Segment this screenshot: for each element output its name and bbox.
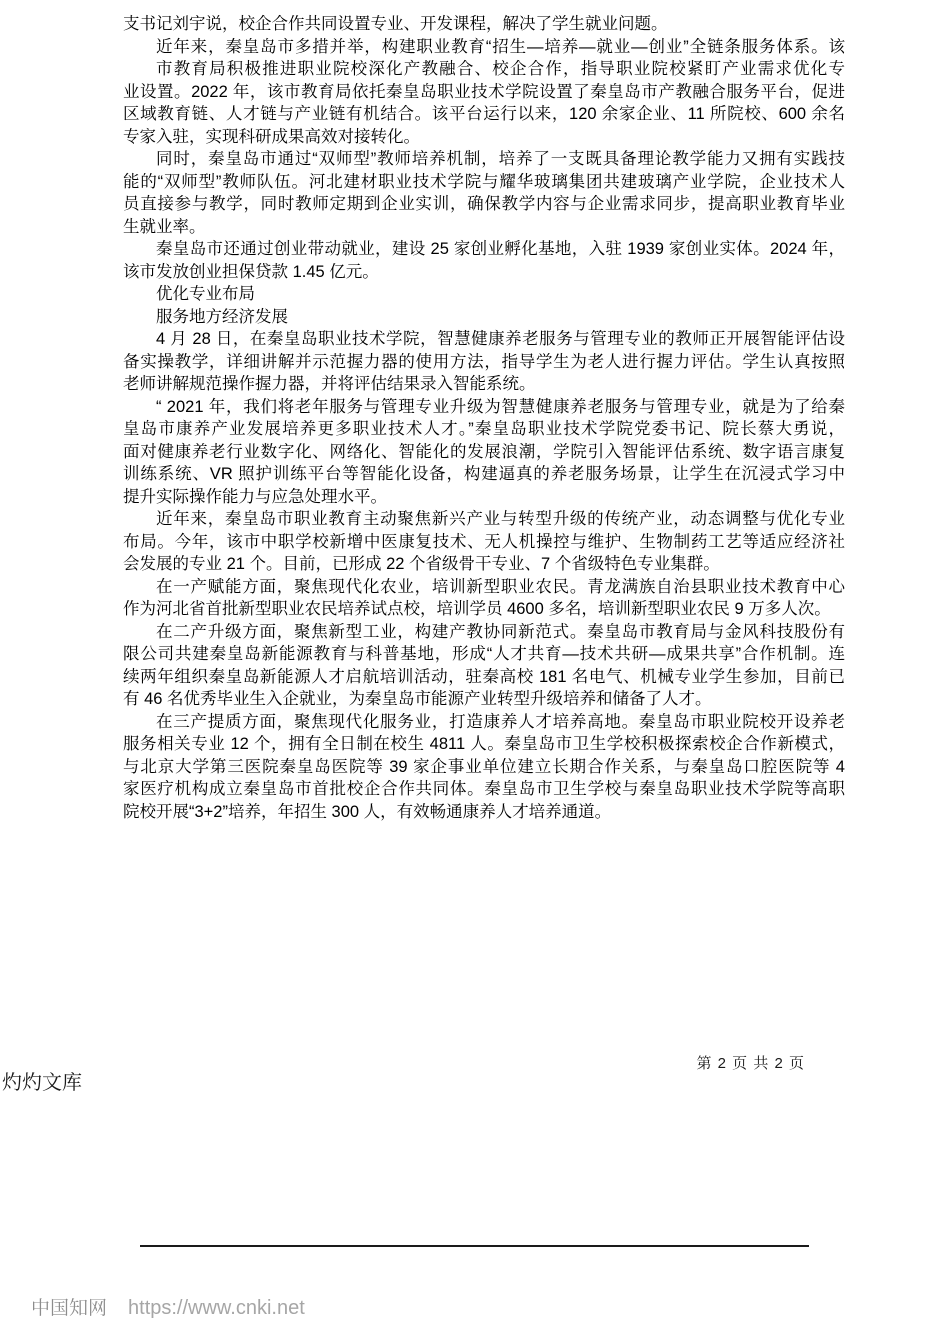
text-line: 近年来，秦皇岛市职业教育主动聚焦新兴产业与转型升级的传统产业，动态调整与优化专业 <box>156 510 845 528</box>
text-line: 备实操教学，详细讲解并示范握力器的使用方法，指导学生为老人进行握力评估。学生认真按照 <box>123 352 845 371</box>
text-line: 续两年组织秦皇岛新能源人才启航培训活动，驻秦高校 181 名电气、机械专业学生参加，目前已 <box>123 667 845 686</box>
text-line: 区域教育链、人才链与产业链有机结合。该平台运行以来，120 余家企业、11 所院校、600 余名 <box>123 105 845 123</box>
text-line: 近年来，秦皇岛市多措并举，构建职业教育“招生—培养—就业—创业”全链条服务体系。该 <box>156 37 845 56</box>
text-line: 在一产赋能方面，聚焦现代化农业，培训新型职业农民。青龙满族自治县职业技术教育中心 <box>156 577 845 596</box>
text-line: 布局。今年，该市中职学校新增中医康复技术、无人机操控与维护、生物制药工艺等适应经济社 <box>123 532 845 551</box>
text-line: 员直接参与教学，同时教师定期到企业实训，确保教学内容与企业需求同步，提高职业教育毕业 <box>123 195 845 213</box>
text-line: 支书记刘宇说，校企合作共同设置专业、开发课程，解决了学生就业问题。 <box>123 15 668 33</box>
cnki-branding <box>31 1293 305 1320</box>
text-line: 家医疗机构成立秦皇岛市首批校企合作共同体。秦皇岛市卫生学校与秦皇岛职业技术学院等高职 <box>123 780 845 798</box>
text-line: 限公司共建秦皇岛新能源教育与科普基地，形成“人才共育—技术共研—成果共享”合作机制。连 <box>123 645 845 663</box>
text-line: 优化专业布局 <box>156 285 255 303</box>
footer-divider <box>140 1245 809 1247</box>
cnki-site-url: https://www.cnki.net <box>128 1297 305 1319</box>
text-line: 该市发放创业担保贷款 1.45 亿元。 <box>123 262 379 281</box>
text-line: 业设置。2022 年，该市教育局依托秦皇岛职业技术学院设置了秦皇岛市产教融合服务平台，促进 <box>123 82 845 101</box>
text-line: 在二产升级方面，聚焦新型工业，构建产教协同新范式。秦皇岛市教育局与金风科技股份有 <box>156 622 845 641</box>
text-line: 作为河北省首批新型职业农民培养试点校，培训学员 4600 多名，培训新型职业农民 9 万多人次。 <box>123 600 831 618</box>
text-line: 院校开展“3+2”培养，年招生 300 人，有效畅通康养人才培养通道。 <box>123 802 612 821</box>
text-line: 面对健康养老行业数字化、网络化、智能化的发展浪潮，学院引入智能评估系统、数字语言康复 <box>123 442 845 461</box>
page-number: 第 2 页 共 2 页 <box>696 1055 805 1072</box>
text-line: 秦皇岛市还通过创业带动就业，建设 25 家创业孵化基地，入驻 1939 家创业实体。2024 年， <box>156 240 845 258</box>
text-line: “ 2021 年，我们将老年服务与管理专业升级为智慧健康养老服务与管理专业，就是为了给秦 <box>156 397 845 416</box>
text-line: 4 月 28 日，在秦皇岛职业技术学院，智慧健康养老服务与管理专业的教师正开展智能评估设 <box>156 330 845 348</box>
text-line: 有 46 名优秀毕业生入企就业，为秦皇岛市能源产业转型升级培养和储备了人才。 <box>123 690 712 708</box>
cnki-site-name: 中国知网 <box>31 1298 108 1319</box>
text-line: 服务相关专业 12 个，拥有全日制在校生 4811 人。秦皇岛市卫生学校积极探索校企合作新模式， <box>123 735 845 753</box>
library-watermark: 灼灼文库 <box>2 1072 82 1094</box>
text-line: 市教育局积极推进职业院校深化产教融合、校企合作，指导职业院校紧盯产业需求优化专 <box>156 60 845 78</box>
text-line: 同时，秦皇岛市通过“双师型”教师培养机制，培养了一支既具备理论教学能力又拥有实践技 <box>156 150 845 168</box>
document-body <box>123 13 845 823</box>
text-line: 会发展的专业 21 个。目前，已形成 22 个省级骨干专业、7 个省级特色专业集群。 <box>123 555 720 573</box>
text-line: 生就业率。 <box>123 217 206 236</box>
text-line: 老师讲解规范操作握力器，并将评估结果录入智能系统。 <box>123 375 536 393</box>
text-line: 提升实际操作能力与应急处理水平。 <box>123 487 387 506</box>
text-line: 在三产提质方面，聚焦现代化服务业，打造康养人才培养高地。秦皇岛市职业院校开设养老 <box>156 712 845 731</box>
text-line: 专家入驻，实现科研成果高效对接转化。 <box>123 127 420 146</box>
text-line: 服务地方经济发展 <box>156 307 288 326</box>
text-line: 皇岛市康养产业发展培养更多职业技术人才。”秦皇岛职业技术学院党委书记、院长蔡大勇说， <box>123 420 845 438</box>
text-line: 训练系统、VR 照护训练平台等智能化设备，构建逼真的养老服务场景，让学生在沉浸式学习中 <box>123 465 845 483</box>
text-line: 与北京大学第三医院秦皇岛医院等 39 家企事业单位建立长期合作关系，与秦皇岛口腔医院等 4 <box>123 757 845 776</box>
text-line: 能的“双师型”教师队伍。河北建材职业技术学院与耀华玻璃集团共建玻璃产业学院，企业技术人 <box>123 172 845 191</box>
